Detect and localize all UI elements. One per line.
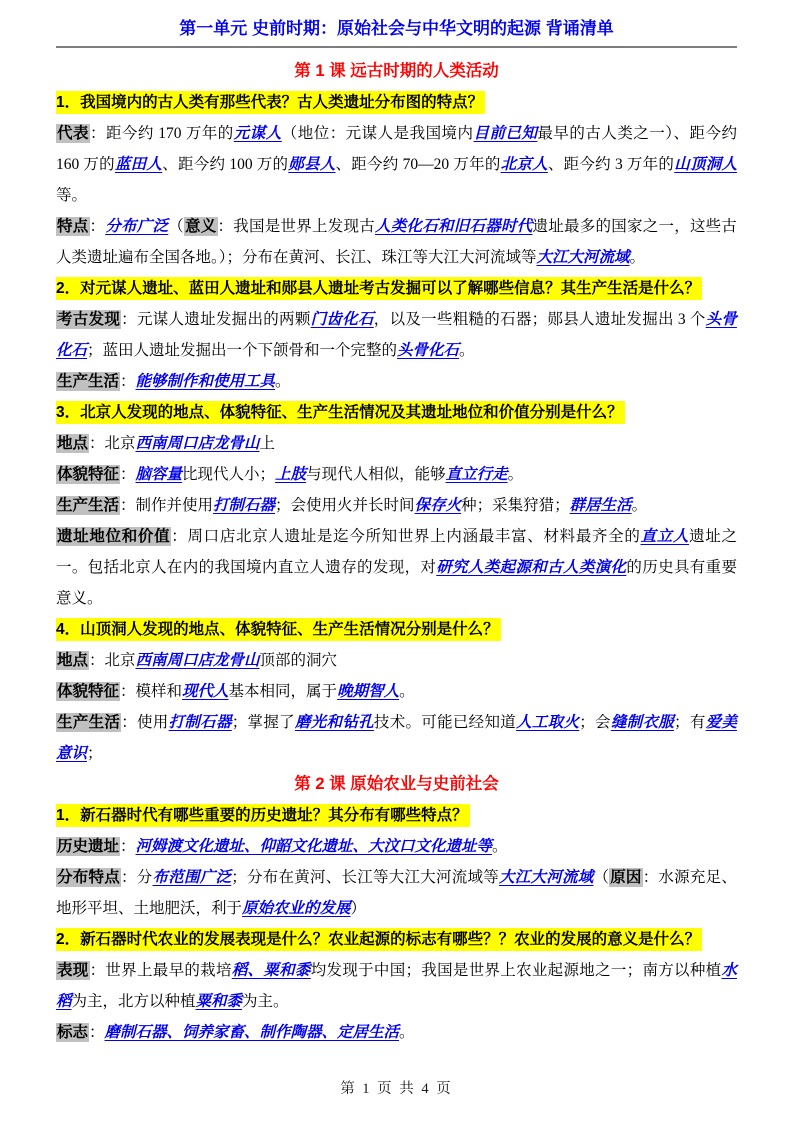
question-highlight: 3．北京人发现的地点、体貌特征、生产生活情况及其遗址地位和价值分别是什么？ (56, 401, 625, 424)
text-run: （ (593, 869, 610, 886)
keyword-text: 水稻 (56, 962, 737, 1010)
keyword-text: 粟和黍 (195, 993, 243, 1010)
text-run: ： (120, 373, 136, 390)
term-label: 特点 (57, 218, 89, 235)
text-run: 。 (275, 373, 291, 390)
answer-paragraph (56, 707, 737, 769)
question-highlight: 2．对元谋人遗址、蓝田人遗址和郧县人遗址考古发掘可以了解哪些信息？其生产生活是什么？ (56, 277, 702, 300)
text-run: 为主，北方以种植 (71, 993, 196, 1010)
answer-paragraph (56, 366, 737, 397)
text-run: ；会使用火并长时间 (275, 497, 415, 514)
answer-paragraph (56, 676, 737, 707)
term-label: 生产生活 (57, 497, 120, 514)
text-run: 种；采集狩猎； (461, 497, 570, 514)
keyword-text: 西南周口店龙骨山 (135, 435, 260, 452)
text-run: ： (120, 838, 136, 855)
keyword-text: 磨光和钻孔 (294, 714, 374, 731)
text-run: 与现代人相似，能够 (306, 466, 446, 483)
keyword-text: 西南周口店龙骨山 (135, 652, 260, 669)
text-run: 。 (507, 466, 524, 483)
text-run: ） (350, 900, 367, 917)
keyword-text: 门齿化石 (310, 311, 374, 328)
keyword-text: 北京人 (500, 156, 548, 173)
text-run: 上 (259, 435, 276, 452)
question-line (56, 87, 737, 118)
text-run: ：制作并使用 (120, 497, 214, 514)
keyword-text: 大江大河流域 (536, 249, 630, 266)
title-divider (56, 46, 737, 48)
term-label: 代表 (57, 125, 89, 142)
keyword-text: 脑容量 (135, 466, 183, 483)
answer-paragraph (56, 1017, 737, 1048)
text-run: ： (120, 466, 136, 483)
text-run: ；蓝田人遗址发掘出一个下颌骨和一个完整的 (87, 342, 398, 359)
keyword-text: 打制石器 (168, 714, 232, 731)
term-label: 标志 (57, 1024, 89, 1041)
answer-paragraph (56, 955, 737, 1017)
lesson-heading: 第 2 课 原始农业与史前社会 (294, 775, 499, 793)
keyword-text: 元谋人 (233, 125, 282, 142)
keyword-text: 头骨化石 (397, 342, 460, 359)
keyword-text: 保存火 (414, 497, 462, 514)
term-label: 意义 (185, 218, 217, 235)
term-label: 表现 (57, 962, 89, 979)
text-run: ： (89, 218, 106, 235)
text-run: ：距今约 170 万年的 (89, 125, 234, 142)
text-run: （ (168, 218, 184, 235)
answer-paragraph (56, 304, 737, 366)
text-run: ；分布在黄河、长江等大江大河流域等 (231, 869, 499, 886)
keyword-text: 大江大河流域 (498, 869, 594, 886)
answer-paragraph (56, 645, 737, 676)
answer-paragraph (56, 118, 737, 211)
keyword-text: 原始农业的发展 (242, 900, 351, 917)
text-run: 遗址之一。包括北京人在内的我国境内直立人遗存的发现，对 (56, 528, 737, 576)
answer-paragraph (56, 459, 737, 490)
text-run: 为主。 (242, 993, 289, 1010)
keyword-text: 蓝田人 (114, 156, 163, 173)
term-label: 地点 (57, 652, 89, 669)
keyword-text: 群居生活 (569, 497, 632, 514)
keyword-text: 郧县人 (288, 156, 336, 173)
keyword-text: 直立行走 (445, 466, 508, 483)
text-run: 最早的古人类之一）、距今约 160 万的 (56, 125, 737, 173)
term-label: 体貌特征 (57, 683, 120, 700)
keyword-text: 头骨化石 (56, 311, 737, 359)
question-highlight: 1．我国境内的古人类有那些代表？古人类遗址分布图的特点？ (56, 91, 485, 114)
text-run: ：北京 (89, 652, 136, 669)
question-highlight: 2．新石器时代农业的发展表现是什么？农业起源的标志有哪些？？农业的发展的意义是什么？ (56, 928, 702, 951)
text-run: 。 (631, 497, 648, 514)
text-run: ；有 (674, 714, 706, 731)
term-label: 原因 (610, 869, 642, 886)
answer-paragraph (56, 862, 737, 924)
keyword-text: 爱美意识 (56, 714, 737, 762)
keyword-text: 稻、粟和黍 (231, 962, 311, 979)
text-run: 、距今约 100 万的 (162, 156, 289, 173)
text-run: 等。 (56, 187, 88, 204)
answer-paragraph (56, 490, 737, 521)
term-label: 生产生活 (57, 373, 120, 390)
keyword-text: 直立人 (640, 528, 690, 545)
text-run: 技术。可能已经知道 (373, 714, 517, 731)
text-run: ：模样和 (120, 683, 183, 700)
question-line (56, 800, 737, 831)
lesson-heading: 第 1 课 远古时期的人类活动 (294, 62, 499, 80)
text-run: ：周口店北京人遗址是迄今所知世界上内涵最丰富、材料最齐全的 (171, 528, 641, 545)
term-label: 生产生活 (57, 714, 121, 731)
keyword-text: 分布广泛 (105, 218, 169, 235)
text-run: ：使用 (121, 714, 169, 731)
text-run: 顶部的洞穴 (259, 652, 338, 669)
text-run: ；会 (579, 714, 611, 731)
text-run: 。 (399, 683, 415, 700)
keyword-text: 研究人类起源和古人类演化 (436, 559, 627, 576)
keyword-text: 现代人 (182, 683, 229, 700)
text-run: （地位：元谋人是我国境内 (281, 125, 474, 142)
keyword-text: 缝制衣服 (610, 714, 675, 731)
keyword-text: 河姆渡文化遗址、仰韶文化遗址、大汶口文化遗址等 (135, 838, 493, 855)
text-run: 的历史具有重要意义。 (56, 559, 737, 607)
keyword-text: 人工取火 (516, 714, 580, 731)
keyword-text: 晚期智人 (337, 683, 400, 700)
text-run: ：北京 (89, 435, 136, 452)
text-run: ：分 (121, 869, 153, 886)
text-run: ： (89, 1024, 105, 1041)
text-run: ：世界上最早的栽培 (89, 962, 232, 979)
term-label: 体貌特征 (57, 466, 120, 483)
term-label: 遗址地位和价值 (57, 528, 171, 545)
text-run: 。 (492, 838, 508, 855)
text-run: 。 (459, 342, 475, 359)
text-run: 比现代人小； (182, 466, 276, 483)
answer-paragraph (56, 211, 737, 273)
text-run: 均发现于中国；我国是世界上农业起源地之一；南方以种植 (310, 962, 722, 979)
question-line (56, 273, 737, 304)
answer-paragraph (56, 831, 737, 862)
text-run: ：水源充足、地形平坦、土地肥沃，利于 (56, 869, 737, 917)
keyword-text: 目前已知 (473, 125, 538, 142)
question-highlight: 4．山顶洞人发现的地点、体貌特征、生产生活情况分别是什么？ (56, 618, 501, 641)
document-body (56, 56, 737, 1048)
text-run: 、距今约 3 万年的 (547, 156, 675, 173)
text-run: ：我国是世界上发现古 (217, 218, 375, 235)
question-line (56, 924, 737, 955)
text-run: ，以及一些粗糙的石器；郧县人遗址发掘出 3 个 (373, 311, 706, 328)
question-highlight: 1．新石器时代有哪些重要的历史遗址？其分布有哪些特点？ (56, 804, 470, 827)
text-run: 遗址最多的国家之一，这些古人类遗址遍布全国各地。）；分布在黄河、长江、珠江等大江大河流域等 (56, 218, 737, 266)
keyword-text: 山顶洞人 (674, 156, 737, 173)
text-run: 、距今约 70—20 万年的 (335, 156, 501, 173)
keyword-text: 人类化石和旧石器时代 (374, 218, 533, 235)
text-run: ：元谋人遗址发掘出的两颗 (121, 311, 311, 328)
text-run: ； (87, 745, 103, 762)
text-run: 基本相同，属于 (228, 683, 338, 700)
keyword-text: 布范围广泛 (152, 869, 232, 886)
question-line (56, 397, 737, 428)
answer-paragraph (56, 521, 737, 614)
keyword-text: 磨制石器、饲养家畜、制作陶器、定居生活 (104, 1024, 400, 1041)
text-run: 。 (629, 249, 646, 266)
keyword-text: 能够制作和使用工具 (135, 373, 276, 390)
question-line (56, 614, 737, 645)
keyword-text: 上肢 (275, 466, 307, 483)
term-label: 地点 (57, 435, 89, 452)
term-label: 历史遗址 (57, 838, 120, 855)
text-run: 。 (399, 1024, 415, 1041)
page-footer: 第 1 页 共 4 页 (340, 1081, 453, 1097)
document-title: 第一单元 史前时期：原始社会与中华文明的起源 背诵清单 (179, 19, 614, 38)
term-label: 分布特点 (57, 869, 120, 886)
answer-paragraph (56, 428, 737, 459)
term-label: 考古发现 (57, 311, 121, 328)
keyword-text: 打制石器 (213, 497, 276, 514)
text-run: ；掌握了 (231, 714, 295, 731)
